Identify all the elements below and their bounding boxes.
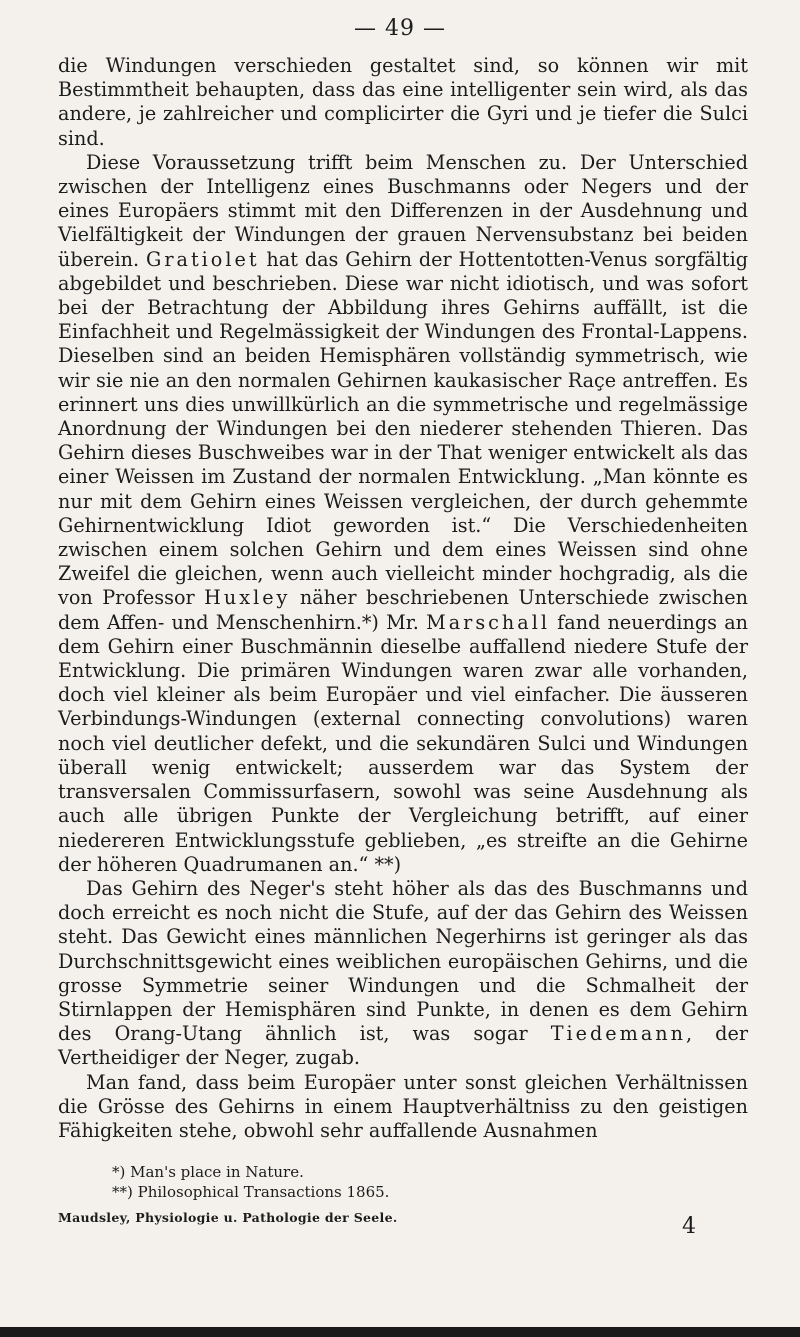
signature-mark: 4: [682, 1214, 696, 1239]
author-name: Tiedemann: [550, 1022, 686, 1046]
text-segment: Man fand, dass beim Europäer unter sonst gleichen Verhältnissen die Grösse des Gehirns in einem Hauptverhältniss zu den geistigen Fähigkeiten stehe, obwohl sehr auffallende Ausnahmen: [58, 1070, 748, 1142]
author-name: Huxley: [204, 586, 291, 610]
text-segment: Diese Voraussetzung trifft beim Menschen zu. Der Unterschied zwischen der Intelligenz eines Buschmanns oder Negers und der eines Europäers stimmt mit den Differenzen in der Ausdehnung und Vielfältigkeit der Windungen der grauen Nervensubstanz bei beiden überein.: [58, 150, 748, 271]
text-segment: fand neuerdings an dem Gehirn einer Buschmännin dieselbe auffallend niedere Stufe der Entwicklung. Die primären Windungen waren zwar alle vorhanden, doch viel kleiner als beim Europäer und viel einfacher. Die äusseren Verbindungs-Windungen (external connecting convolutions) waren noch viel deutlicher defekt, und die sekundären Sulci und Windungen überall wenig entwickelt; ausserdem war das System der transversalen Commissurfasern, sowohl was seine Ausdehnung als auch alle übrigen Punkte der Vergleichung betrifft, auf einer niedereren Entwicklungsstufe geblieben, „es streifte an die Gehirne der höheren Quadrumanen an.“ **): [58, 610, 748, 876]
body-text: [58, 54, 748, 1143]
text-segment: , der Vertheidiger der Neger, zugab.: [58, 1022, 748, 1070]
paragraph: [58, 54, 748, 151]
text-segment: die Windungen verschieden gestaltet sind, so können wir mit Bestimmtheit behaupten, dass das eine intelligenter sein wird, als das andere, je zahlreicher und complicirter die Gyri und je tiefer die Sulci sind.: [58, 54, 748, 150]
paragraph: [58, 877, 748, 1071]
running-title: Maudsley, Physiologie u. Pathologie der Seele.: [58, 1210, 398, 1225]
author-name: Marschall: [426, 610, 550, 634]
author-name: Gratiolet: [146, 247, 260, 271]
page-number: — 49 —: [354, 16, 446, 41]
paragraph: [58, 1071, 748, 1144]
footnotes: [112, 1162, 712, 1202]
paragraph: [58, 151, 748, 877]
text-segment: näher beschriebenen Unterschiede zwischen dem Affen- und Menschenhirn.*) Mr.: [58, 586, 748, 634]
footnote-1: *) Man's place in Nature.: [112, 1163, 304, 1181]
text-segment: Das Gehirn des Neger's steht höher als das des Buschmanns und doch erreicht es noch nicht die Stufe, auf der das Gehirn des Weissen steht. Das Gewicht eines männlichen Negerhirns ist geringer als das Durchschnittsgewicht eines weiblichen europäischen Gehirns, und die grosse Symmetrie seiner Windungen und die Schmalheit der Stirnlappen der Hemisphären sind Punkte, in denen es dem Gehirn des Orang-Utang ähnlich ist, was sogar: [58, 876, 748, 1046]
page-edge-rule: [0, 1327, 800, 1337]
text-segment: hat das Gehirn der Hottentotten-Venus sorgfältig abgebildet und beschrieben. Diese war nicht idiotisch, und was sofort bei der Betrachtung der Abbildung ihres Gehirns auffällt, ist die Einfachheit und Regelmässigkeit der Windungen des Frontal-Lappens. Dieselben sind an beiden Hemisphären vollständig symmetrisch, wie wir sie nie an den normalen Gehirnen kaukasischer Raçe antreffen. Es erinnert uns dies unwillkürlich an die symmetrische und regelmässige Anordnung der Windungen bei den niederer stehenden Thieren. Das Gehirn dieses Buschweibes war in der That weniger entwickelt als das einer Weissen im Zustand der normalen Entwicklung. „Man könnte es nur mit dem Gehirn eines Weissen vergleichen, der durch gehemmte Gehirnentwicklung Idiot geworden ist.“ Die Verschiedenheiten zwischen einem solchen Gehirn und dem eines Weissen sind ohne Zweifel die gleichen, wenn auch vielleicht minder hochgradig, als die von Professor: [58, 247, 748, 610]
footnote-2: **) Philosophical Transactions 1865.: [112, 1183, 390, 1201]
